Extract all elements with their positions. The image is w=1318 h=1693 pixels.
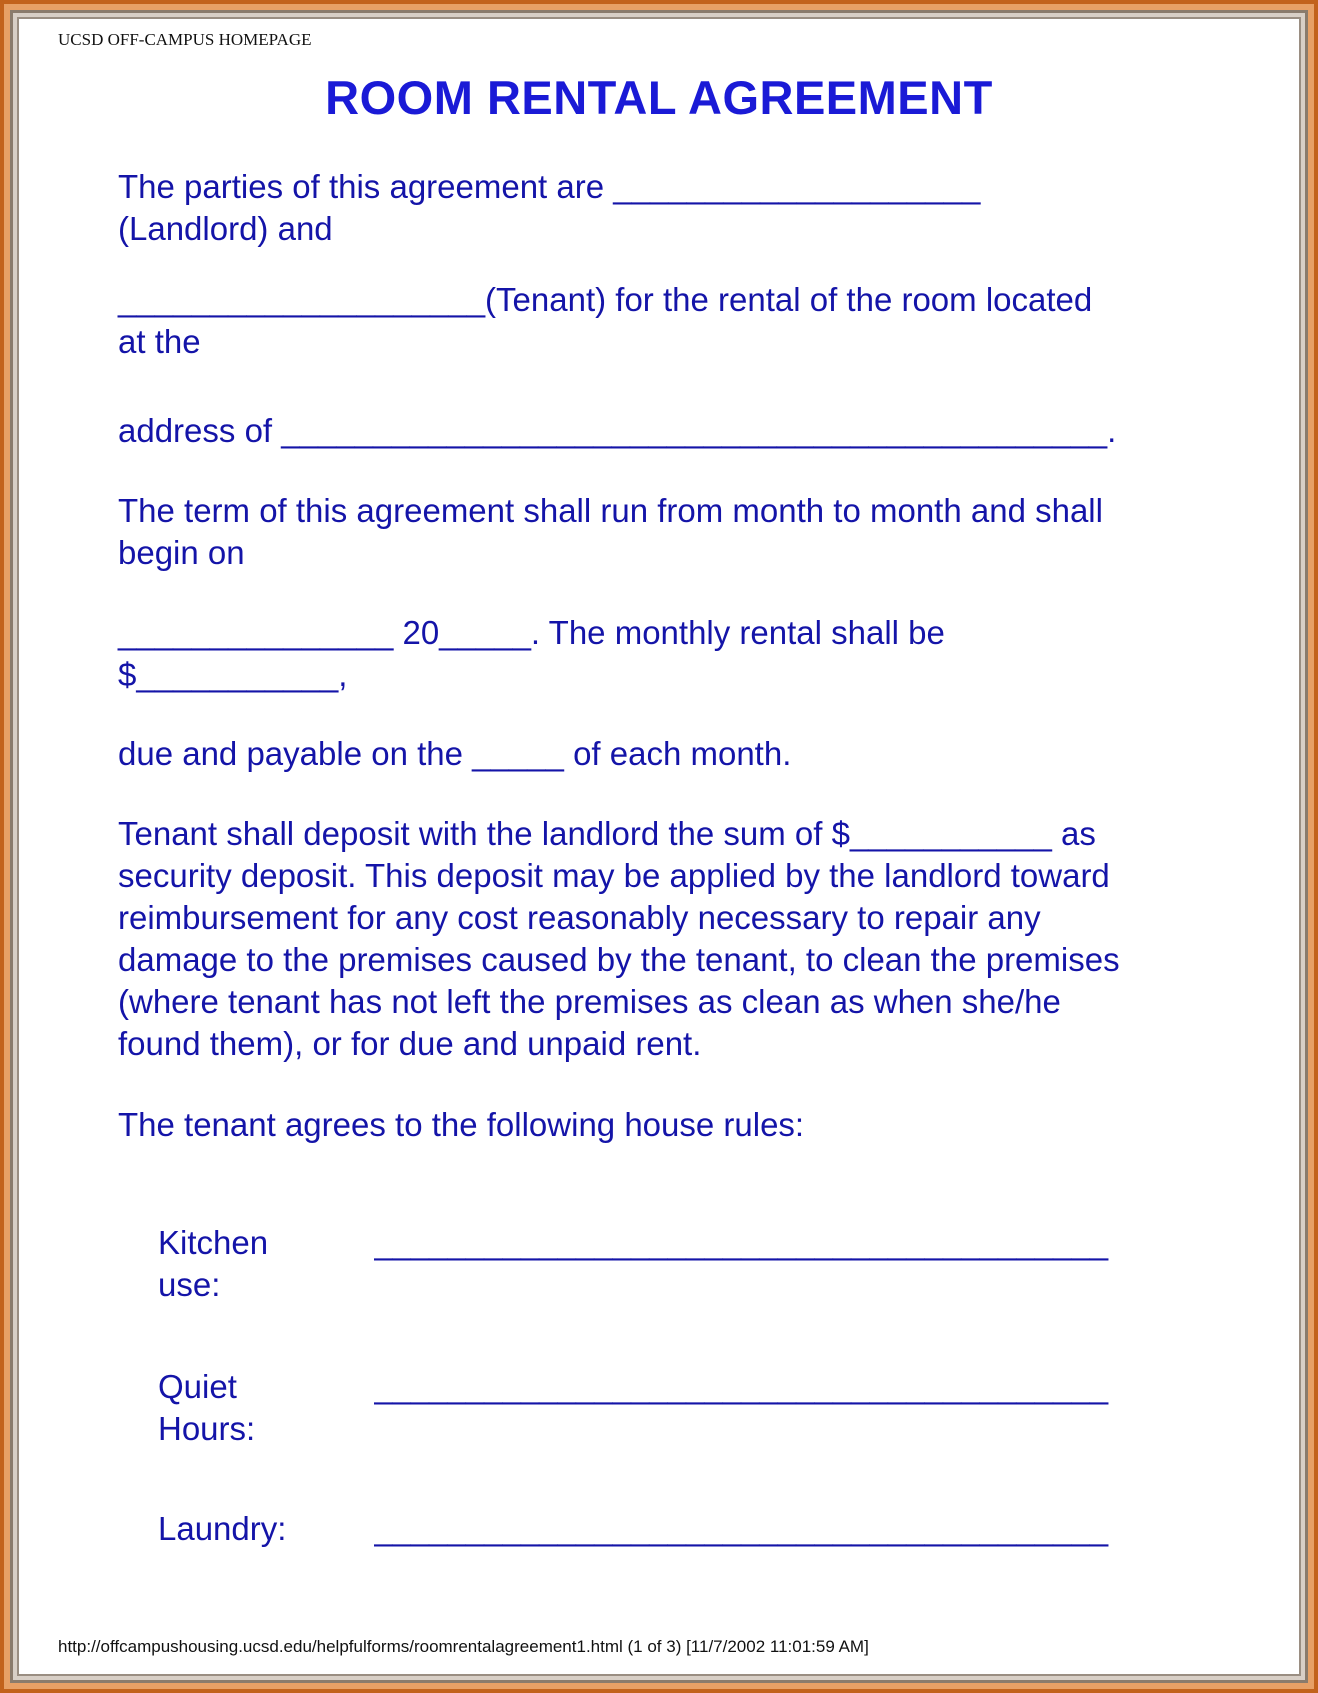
paragraph-term: The term of this agreement shall run from month to month and shall begin on bbox=[118, 492, 1103, 571]
paragraph-address: address of _____________________________________________. bbox=[118, 412, 1117, 449]
paragraph-house-rules-intro: The tenant agrees to the following house rules: bbox=[118, 1106, 805, 1143]
paragraph-due-date: due and payable on the _____ of each month. bbox=[118, 735, 792, 772]
rule-label-kitchen: Kitchen use: bbox=[158, 1224, 269, 1303]
paragraph-security-deposit: Tenant shall deposit with the landlord the sum of $___________ as security deposit. This deposit may be applied by the landlord toward reimbursement for any cost reasonably necessary to repair any damage to the premises caused by the tenant, to clean the premises (where tenant has not left the premises as clean as when she/he found them), or for due and unpaid rent. bbox=[118, 815, 1120, 1062]
paragraph-parties: The parties of this agreement are ____________________ (Landlord) and bbox=[118, 168, 981, 247]
rule-blank-kitchen: ________________________________________ bbox=[374, 1224, 1109, 1261]
rule-label-quiet-hours: Quiet Hours: bbox=[158, 1368, 256, 1447]
document-title: ROOM RENTAL AGREEMENT bbox=[325, 71, 993, 124]
rule-label-laundry: Laundry: bbox=[158, 1510, 287, 1547]
rule-blank-laundry: ________________________________________ bbox=[374, 1510, 1109, 1547]
paragraph-tenant: ____________________(Tenant) for the rental of the room located at the bbox=[118, 281, 1093, 360]
paragraph-monthly-rental: _______________ 20_____. The monthly rental shall be $___________, bbox=[118, 614, 945, 693]
rule-blank-quiet-hours: ________________________________________ bbox=[374, 1368, 1109, 1405]
site-header-label: UCSD OFF-CAMPUS HOMEPAGE bbox=[58, 30, 312, 49]
source-url-footer: http://offcampushousing.ucsd.edu/helpfulforms/roomrentalagreement1.html (1 of 3) [11/7/2002 11:01:59 AM] bbox=[58, 1637, 869, 1656]
